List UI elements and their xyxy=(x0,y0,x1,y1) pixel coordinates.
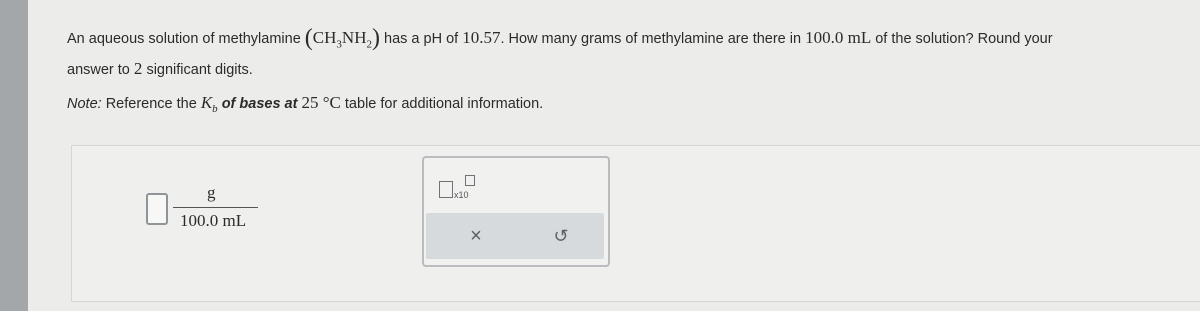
note-label: Note: xyxy=(67,96,102,112)
temperature-value: 25 °C xyxy=(301,93,341,112)
clear-button[interactable] xyxy=(461,222,491,250)
x10-label: x10 xyxy=(454,190,469,200)
question-line-1: An aqueous solution of methylamine $(CH_3NH_2)$ has a pH of 10.57. How many grams of methylamine are there in 100.0 mL of the solution? Round your xyxy=(67,25,1053,51)
math-tool-panel xyxy=(422,156,610,267)
denominator-volume: 100.0 mL xyxy=(180,211,247,230)
question-intro: An aqueous solution of methylamine xyxy=(67,31,301,47)
question-line-2: answer to 2 significant digits. xyxy=(67,59,253,78)
mantissa-box-icon xyxy=(439,181,453,198)
sig-digits-value: 2 xyxy=(133,59,143,78)
scientific-notation-button[interactable] xyxy=(439,175,481,203)
volume-value: 100.0 mL xyxy=(805,28,872,47)
exponent-box-icon xyxy=(465,175,475,186)
tool-button-bar xyxy=(426,213,604,259)
ph-value: 10.57 xyxy=(462,28,501,47)
chemical-formula: $CH_3NH_2$ xyxy=(312,28,372,51)
numerator-unit: g xyxy=(207,183,216,202)
close-icon: × xyxy=(470,225,482,247)
undo-button[interactable] xyxy=(546,222,576,250)
left-margin-strip xyxy=(0,0,28,311)
kb-table-link[interactable]: $K_b$ of bases at xyxy=(200,93,298,115)
answer-input-box[interactable] xyxy=(146,193,168,225)
undo-icon: ↺ xyxy=(553,226,569,246)
fraction-bar xyxy=(173,207,258,208)
note-line: Note: Reference the $K_b$ of bases at 25 °C table for additional information. xyxy=(67,93,544,115)
